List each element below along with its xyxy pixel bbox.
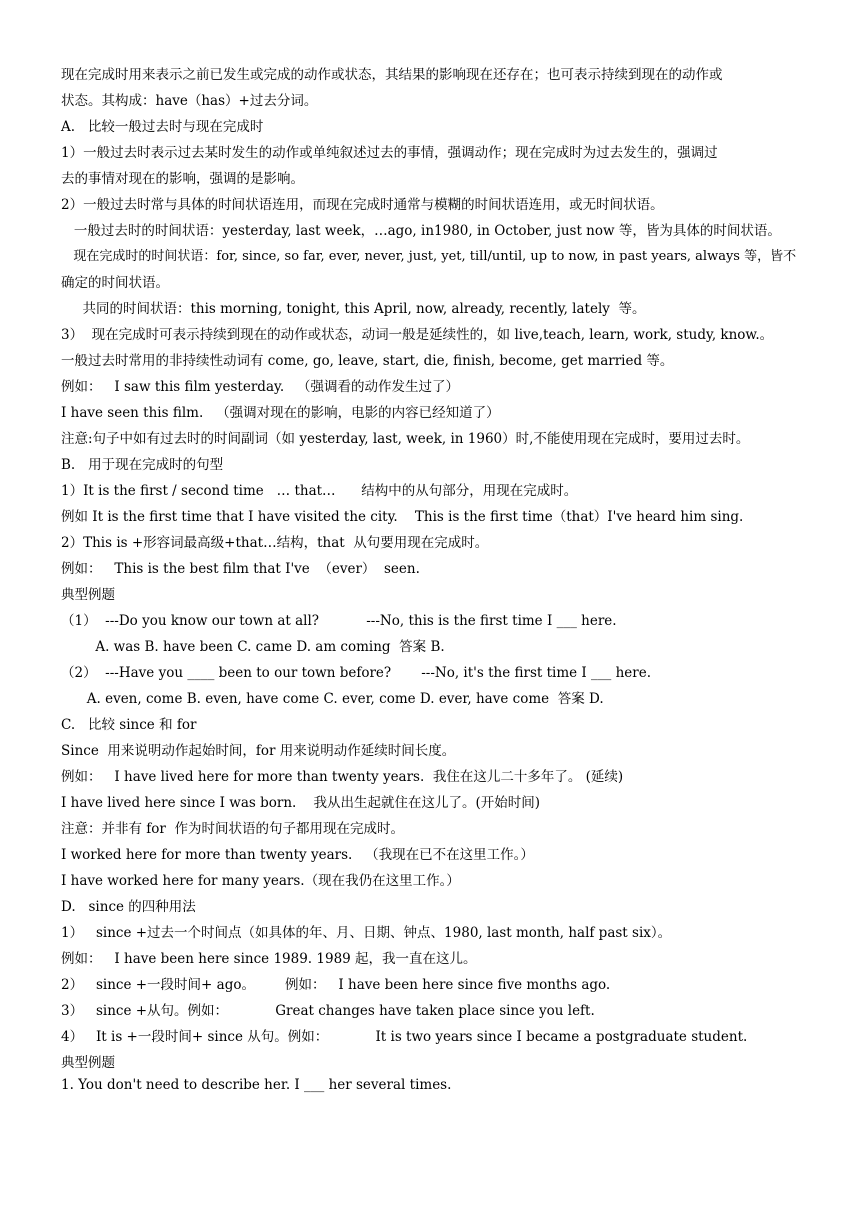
text-line: 共同的时间状语：this morning, tonight, this April, now, already, recently, lately 等。	[61, 301, 646, 317]
text-line: I have worked here for many years.（现在我仍在这里工作。）	[61, 873, 460, 889]
section-heading: D. since 的四种用法	[61, 899, 196, 915]
text-line: Since 用来说明动作起始时间，for 用来说明动作延续时间长度。	[61, 743, 456, 759]
text-line: 3） since +从句。例如： Great changes have taken place since you left.	[61, 1003, 595, 1019]
subheading: 典型例题	[61, 1055, 115, 1071]
subheading: 典型例题	[61, 587, 115, 603]
text-line: 现在完成时的时间状语：for, since, so far, ever, never, just, yet, till/until, up to now, in past years, always 等，皆不	[61, 249, 797, 264]
question-line: 1. You don't need to describe her. I ___ her several times.	[61, 1077, 452, 1093]
text-line: 状态。其构成：have（has）+过去分词。	[61, 93, 318, 109]
section-heading: A. 比较一般过去时与现在完成时	[61, 119, 264, 135]
question-line: （1） ---Do you know our town at all? ---No, this is the first time I ___ here.	[61, 613, 617, 629]
text-line: 例如： I have lived here for more than twenty years. 我住在这儿二十多年了。 (延续)	[61, 769, 624, 785]
text-line: 去的事情对现在的影响，强调的是影响。	[61, 171, 304, 187]
text-line: 4） It is +一段时间+ since 从句。例如： It is two years since I became a postgraduate student.	[61, 1029, 748, 1045]
text-line: I have lived here since I was born. 我从出生起就住在这儿了。(开始时间)	[61, 795, 541, 811]
text-line: 3） 现在完成时可表示持续到现在的动作或状态，动词一般是延续性的，如 live,teach, learn, work, study, know.。	[61, 327, 774, 343]
section-heading: B. 用于现在完成时的句型	[61, 457, 224, 473]
text-line: 现在完成时用来表示之前已发生或完成的动作或状态，其结果的影响现在还存在；也可表示持续到现在的动作或	[61, 67, 723, 83]
text-line: 一般过去时的时间状语：yesterday, last week，…ago, in1980, in October, just now 等，皆为具体的时间状语。	[61, 223, 781, 239]
text-line: 注意：并非有 for 作为时间状语的句子都用现在完成时。	[61, 821, 404, 837]
text-line: 2）一般过去时常与具体的时间状语连用，而现在完成时通常与模糊的时间状语连用，或无时间状语。	[61, 197, 664, 213]
text-line: 2） since +一段时间+ ago。 例如： I have been here since five months ago.	[61, 977, 611, 993]
section-heading: C. 比较 since 和 for	[61, 717, 197, 733]
text-line: 一般过去时常用的非持续性动词有 come, go, leave, start, die, finish, become, get married 等。	[61, 353, 674, 369]
text-line: 2）This is +形容词最高级+that…结构，that 从句要用现在完成时。	[61, 535, 489, 551]
text-line: 确定的时间状语。	[61, 275, 169, 291]
answer-options: A. even, come B. even, have come C. ever, come D. ever, have come 答案 D.	[61, 691, 604, 707]
text-line: 例如 It is the first time that I have visited the city. This is the first time（that）I've heard him sing.	[61, 509, 744, 525]
question-line: （2） ---Have you ____ been to our town before? ---No, it's the first time I ___ here.	[61, 665, 651, 681]
text-line: 例如： This is the best film that I've （ever） seen.	[61, 561, 420, 577]
text-line: 1）It is the first / second time … that… 结构中的从句部分，用现在完成时。	[61, 483, 578, 499]
answer-options: A. was B. have been C. came D. am coming 答案 B.	[61, 639, 445, 655]
text-line: 注意:句子中如有过去时的时间副词（如 yesterday, last, week, in 1960）时,不能使用现在完成时，要用过去时。	[61, 431, 750, 447]
text-line: I have seen this film. （强调对现在的影响，电影的内容已经知道了）	[61, 405, 500, 421]
text-line: I worked here for more than twenty years. （我现在已不在这里工作。）	[61, 847, 534, 863]
text-line: 例如： I have been here since 1989. 1989 起，我一直在这儿。	[61, 951, 477, 967]
text-line: 例如： I saw this film yesterday. （强调看的动作发生过了）	[61, 379, 459, 395]
text-line: 1） since +过去一个时间点（如具体的年、月、日期、钟点、1980, last month, half past six）。	[61, 925, 672, 941]
text-line: 1）一般过去时表示过去某时发生的动作或单纯叙述过去的事情，强调动作；现在完成时为过去发生的，强调过	[61, 145, 718, 161]
